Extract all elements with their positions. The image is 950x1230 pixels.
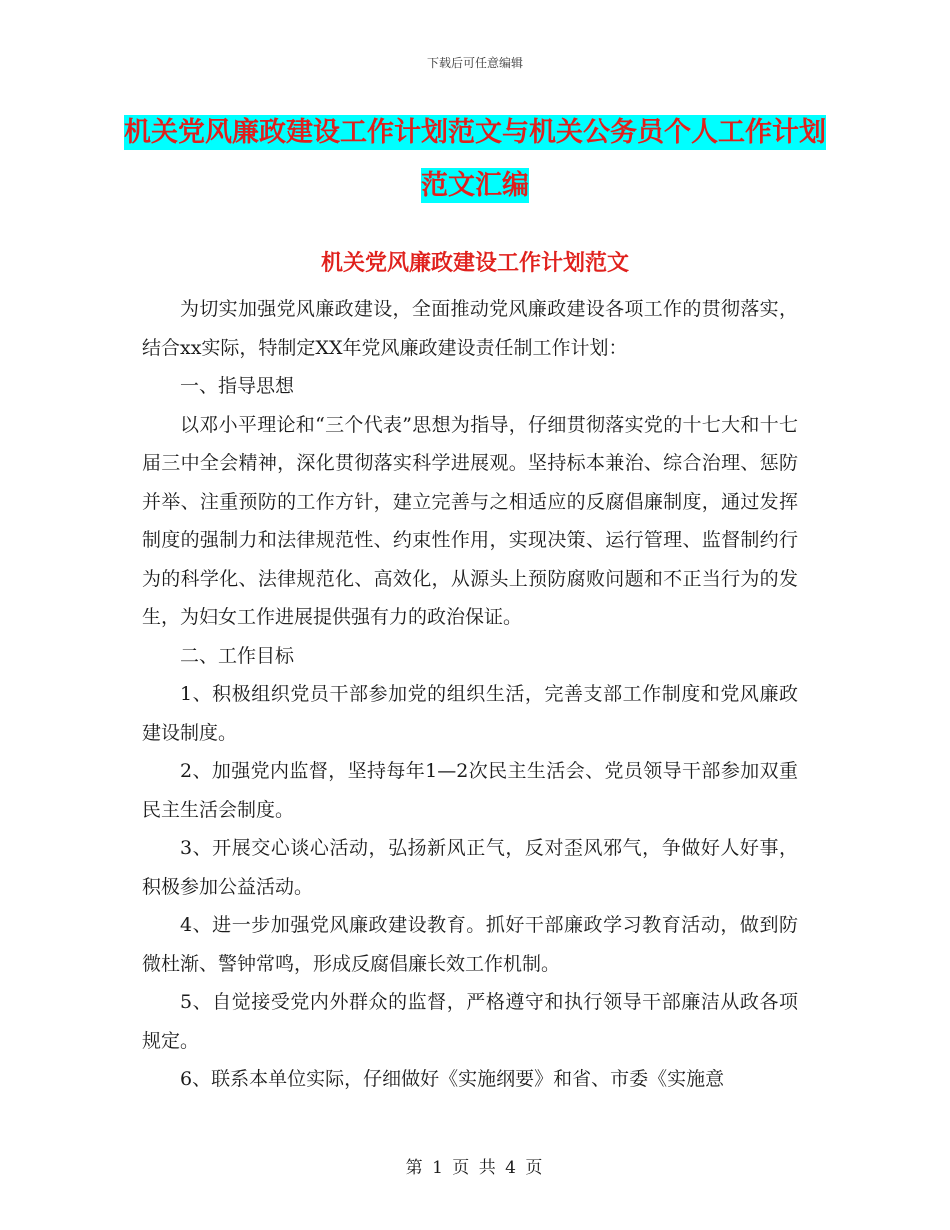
document-title: 机关党风廉政建设工作计划范文与机关公务员个人工作计划范文汇编 [124,117,826,201]
paragraph: 以邓小平理论和“三个代表”思想为指导，仔细贯彻落实党的十七大和十七届三中全会精神，深化贯彻落实科学进展观。坚持标本兼治、综合治理、惩防并举、注重预防的工作方针，建立完善与之相适应的反腐倡廉制度，通过发挥制度的强制力和法律规范性、约束性作用，实现决策、运行管理、监督制约行为的科学化、法律规范化、高效化，从源头上预防腐败问题和不正当行为的发生，为妇女工作进展提供强有力的政治保证。 [142,413,798,628]
document-title-block [120,108,830,214]
paragraph: 3、开展交心谈心活动，弘扬新风正气，反对歪风邪气，争做好人好事，积极参加公益活动。 [142,837,798,898]
paragraph: 为切实加强党风廉政建设，全面推动党风廉政建设各项工作的贯彻落实，结合xx实际，特制定XX年党风廉政建设责任制工作计划： [142,298,798,359]
section-title: 机关党风廉政建设工作计划范文 [320,250,629,276]
paragraph: 2、加强党内监督，坚持每年1—2次民主生活会、党员领导干部参加双重民主生活会制度。 [142,760,798,821]
paragraph: 1、积极组织党员干部参加党的组织生活，完善支部工作制度和党风廉政建设制度。 [142,683,798,744]
paragraph: 6、联系本单位实际，仔细做好《实施纲要》和省、市委《实施意 [180,1068,725,1090]
paragraph: 5、自觉接受党内外群众的监督，严格遵守和执行领导干部廉洁从政各项规定。 [142,991,798,1052]
paragraph: 4、进一步加强党风廉政建设教育。抓好干部廉政学习教育活动，做到防微杜渐、警钟常鸣，形成反腐倡廉长效工作机制。 [142,914,798,975]
document-body [142,290,798,1099]
page-footer-number: 第 1 页 共 4 页 [405,1158,545,1178]
paragraph: 二、工作目标 [180,644,295,667]
page-header-note: 下载后可任意编辑 [426,56,523,70]
paragraph: 一、指导思想 [180,375,295,397]
